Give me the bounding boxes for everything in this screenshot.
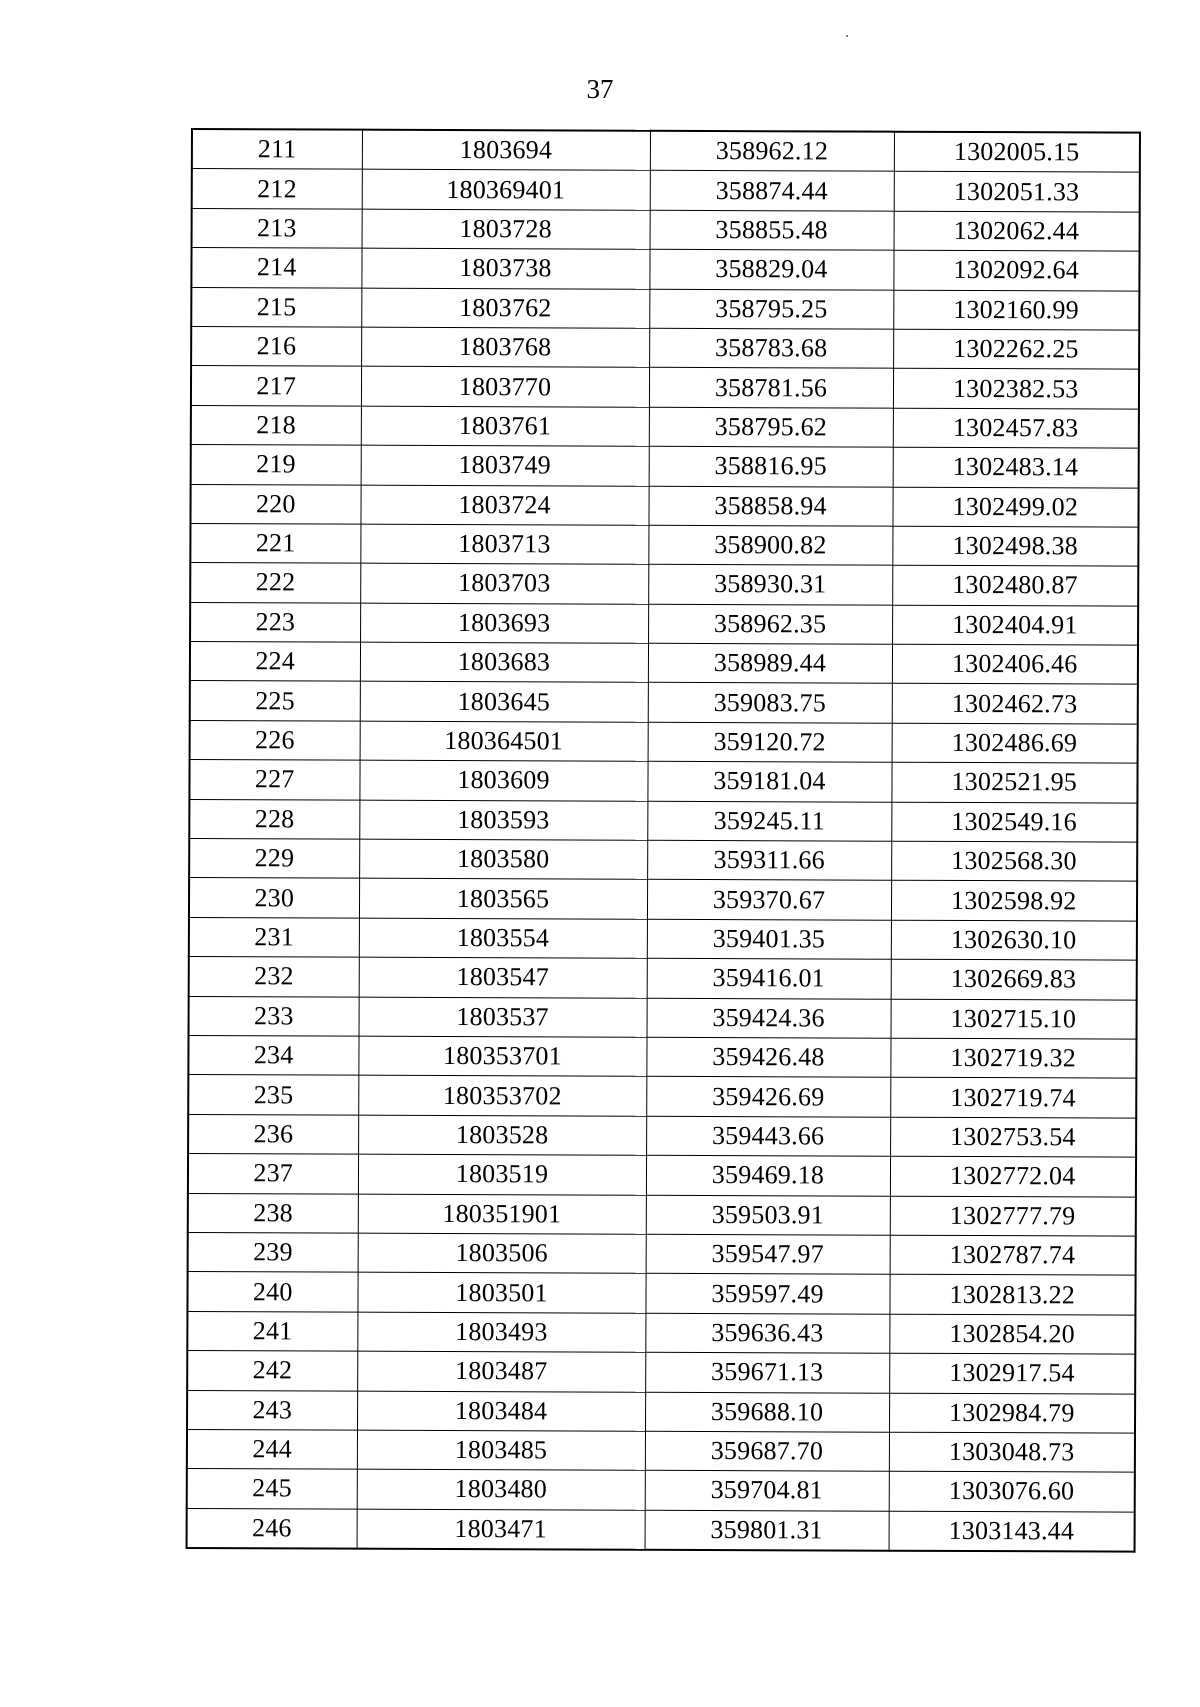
point-number-cell: 218 xyxy=(191,405,361,445)
x-coordinate-cell: 359311.66 xyxy=(647,840,891,880)
table-row xyxy=(190,523,1138,566)
point-number-cell: 222 xyxy=(190,563,360,603)
point-number-cell: 245 xyxy=(187,1469,357,1509)
x-coordinate-cell: 358900.82 xyxy=(648,525,892,565)
coordinate-table-body xyxy=(187,129,1140,1552)
x-coordinate-cell: 359426.48 xyxy=(646,1037,890,1077)
table-row xyxy=(187,1390,1135,1433)
table-row xyxy=(191,287,1139,330)
x-coordinate-cell: 359443.66 xyxy=(646,1116,890,1156)
point-id-cell: 180353702 xyxy=(358,1076,646,1116)
point-id-cell: 1803547 xyxy=(359,957,647,997)
point-number-cell: 236 xyxy=(188,1114,358,1154)
y-coordinate-cell: 1302813.22 xyxy=(889,1275,1135,1315)
y-coordinate-cell: 1302719.32 xyxy=(890,1038,1136,1078)
y-coordinate-cell: 1302917.54 xyxy=(889,1353,1135,1393)
table-row xyxy=(187,1272,1135,1315)
x-coordinate-cell: 359469.18 xyxy=(646,1155,890,1195)
point-number-cell: 227 xyxy=(189,760,359,800)
table-row xyxy=(187,1311,1135,1354)
table-row xyxy=(190,484,1138,527)
y-coordinate-cell: 1302051.33 xyxy=(894,172,1140,212)
point-id-cell: 1803580 xyxy=(359,839,647,879)
point-number-cell: 211 xyxy=(192,129,362,170)
table-row xyxy=(191,366,1139,409)
y-coordinate-cell: 1302483.14 xyxy=(893,447,1139,487)
table-row xyxy=(189,878,1137,921)
point-number-cell: 226 xyxy=(190,720,360,760)
point-id-cell: 1803694 xyxy=(362,130,650,171)
y-coordinate-cell: 1302984.79 xyxy=(889,1393,1135,1433)
point-id-cell: 1803768 xyxy=(361,327,649,367)
x-coordinate-cell: 359503.91 xyxy=(646,1195,890,1235)
y-coordinate-cell: 1302462.73 xyxy=(892,684,1138,724)
point-id-cell: 180364501 xyxy=(360,721,648,761)
point-id-cell: 1803693 xyxy=(360,603,648,643)
point-number-cell: 233 xyxy=(189,996,359,1036)
point-id-cell: 1803480 xyxy=(357,1469,645,1509)
y-coordinate-cell: 1302499.02 xyxy=(892,487,1138,527)
table-row xyxy=(191,445,1139,488)
x-coordinate-cell: 359424.36 xyxy=(647,998,891,1038)
table-row xyxy=(189,996,1137,1039)
y-coordinate-cell: 1303076.60 xyxy=(889,1471,1135,1511)
table-row xyxy=(188,1075,1136,1118)
x-coordinate-cell: 359416.01 xyxy=(647,958,891,998)
x-coordinate-cell: 358795.25 xyxy=(649,289,893,329)
table-row xyxy=(190,681,1138,724)
x-coordinate-cell: 359120.72 xyxy=(648,722,892,762)
point-number-cell: 213 xyxy=(192,208,362,248)
point-id-cell: 1803609 xyxy=(359,760,647,800)
point-id-cell: 1803770 xyxy=(361,366,649,406)
point-number-cell: 215 xyxy=(191,287,361,327)
point-id-cell: 1803593 xyxy=(359,800,647,840)
table-row xyxy=(190,642,1138,685)
x-coordinate-cell: 359671.13 xyxy=(645,1352,889,1392)
table-row xyxy=(188,1154,1136,1197)
y-coordinate-cell: 1302715.10 xyxy=(891,999,1137,1039)
y-coordinate-cell: 1302480.87 xyxy=(892,565,1138,605)
y-coordinate-cell: 1302549.16 xyxy=(891,802,1137,842)
point-number-cell: 225 xyxy=(190,681,360,721)
point-id-cell: 180353701 xyxy=(358,1036,646,1076)
x-coordinate-cell: 358781.56 xyxy=(649,368,893,408)
table-row xyxy=(189,760,1137,803)
point-number-cell: 238 xyxy=(188,1193,358,1233)
y-coordinate-cell: 1302160.99 xyxy=(893,290,1139,330)
table-row xyxy=(191,405,1139,448)
x-coordinate-cell: 359636.43 xyxy=(645,1313,889,1353)
x-coordinate-cell: 358816.95 xyxy=(649,446,893,486)
point-number-cell: 234 xyxy=(188,1035,358,1075)
page-number: 37 xyxy=(586,74,614,104)
point-number-cell: 239 xyxy=(188,1232,358,1272)
point-number-cell: 235 xyxy=(188,1075,358,1115)
x-coordinate-cell: 358783.68 xyxy=(649,328,893,368)
table-row xyxy=(188,1193,1136,1236)
y-coordinate-cell: 1302262.25 xyxy=(893,329,1139,369)
x-coordinate-cell: 358858.94 xyxy=(648,486,892,526)
table-row xyxy=(189,917,1137,960)
point-id-cell: 1803537 xyxy=(359,997,647,1037)
table-row xyxy=(188,1035,1136,1078)
x-coordinate-cell: 359181.04 xyxy=(647,762,891,802)
y-coordinate-cell: 1302772.04 xyxy=(890,1156,1136,1196)
y-coordinate-cell: 1302406.46 xyxy=(892,644,1138,684)
point-id-cell: 1803683 xyxy=(360,642,648,682)
y-coordinate-cell: 1302062.44 xyxy=(894,211,1140,251)
point-id-cell: 1803485 xyxy=(357,1430,645,1470)
point-number-cell: 220 xyxy=(190,484,360,524)
point-id-cell: 1803762 xyxy=(361,288,649,328)
y-coordinate-cell: 1302753.54 xyxy=(890,1117,1136,1157)
x-coordinate-cell: 358829.04 xyxy=(649,249,893,289)
point-id-cell: 1803738 xyxy=(361,248,649,288)
y-coordinate-cell: 1302598.92 xyxy=(891,881,1137,921)
x-coordinate-cell: 359401.35 xyxy=(647,919,891,959)
point-number-cell: 214 xyxy=(191,248,361,288)
table-row xyxy=(188,1114,1136,1157)
x-coordinate-cell: 358962.35 xyxy=(648,604,892,644)
point-number-cell: 240 xyxy=(187,1272,357,1312)
y-coordinate-cell: 1302486.69 xyxy=(892,723,1138,763)
point-number-cell: 223 xyxy=(190,602,360,642)
point-id-cell: 1803554 xyxy=(359,918,647,958)
y-coordinate-cell: 1302404.91 xyxy=(892,605,1138,645)
table-row xyxy=(188,1232,1136,1275)
y-coordinate-cell: 1302669.83 xyxy=(891,959,1137,999)
point-id-cell: 1803471 xyxy=(357,1509,645,1550)
point-id-cell: 1803506 xyxy=(358,1233,646,1273)
point-id-cell: 1803703 xyxy=(360,563,648,603)
y-coordinate-cell: 1302382.53 xyxy=(893,369,1139,409)
point-id-cell: 1803761 xyxy=(361,406,649,446)
point-id-cell: 1803724 xyxy=(360,485,648,525)
y-coordinate-cell: 1302521.95 xyxy=(891,762,1137,802)
point-id-cell: 1803484 xyxy=(357,1391,645,1431)
table-row xyxy=(192,169,1140,212)
table-row xyxy=(190,602,1138,645)
y-coordinate-cell: 1302457.83 xyxy=(893,408,1139,448)
point-number-cell: 228 xyxy=(189,799,359,839)
point-id-cell: 1803519 xyxy=(358,1154,646,1194)
x-coordinate-cell: 359704.81 xyxy=(645,1471,889,1511)
x-coordinate-cell: 358855.48 xyxy=(650,210,894,250)
table-row xyxy=(187,1429,1135,1472)
point-id-cell: 180369401 xyxy=(362,170,650,210)
point-number-cell: 244 xyxy=(187,1429,357,1469)
point-id-cell: 1803493 xyxy=(357,1312,645,1352)
point-number-cell: 243 xyxy=(187,1390,357,1430)
x-coordinate-cell: 359801.31 xyxy=(645,1510,889,1551)
table-row xyxy=(189,799,1137,842)
table-row xyxy=(191,326,1139,369)
y-coordinate-cell: 1303048.73 xyxy=(889,1432,1135,1472)
point-id-cell: 1803565 xyxy=(359,879,647,919)
point-number-cell: 246 xyxy=(187,1508,357,1549)
point-id-cell: 1803528 xyxy=(358,1115,646,1155)
point-number-cell: 219 xyxy=(191,445,361,485)
x-coordinate-cell: 359370.67 xyxy=(647,880,891,920)
x-coordinate-cell: 358795.62 xyxy=(649,407,893,447)
y-coordinate-cell: 1303143.44 xyxy=(889,1511,1135,1552)
x-coordinate-cell: 358962.12 xyxy=(650,131,894,172)
point-id-cell: 1803501 xyxy=(357,1272,645,1312)
table-row xyxy=(190,563,1138,606)
table-row xyxy=(187,1351,1135,1394)
point-id-cell: 1803749 xyxy=(361,445,649,485)
y-coordinate-cell: 1302854.20 xyxy=(889,1314,1135,1354)
y-coordinate-cell: 1302787.74 xyxy=(890,1235,1136,1275)
x-coordinate-cell: 359688.10 xyxy=(645,1392,889,1432)
point-number-cell: 221 xyxy=(190,523,360,563)
point-number-cell: 212 xyxy=(192,169,362,209)
x-coordinate-cell: 358989.44 xyxy=(648,643,892,683)
y-coordinate-cell: 1302777.79 xyxy=(890,1196,1136,1236)
coordinate-table xyxy=(186,128,1141,1553)
point-id-cell: 1803645 xyxy=(360,682,648,722)
point-number-cell: 216 xyxy=(191,326,361,366)
x-coordinate-cell: 359083.75 xyxy=(648,683,892,723)
point-number-cell: 229 xyxy=(189,839,359,879)
x-coordinate-cell: 358930.31 xyxy=(648,565,892,605)
point-id-cell: 180351901 xyxy=(358,1194,646,1234)
table-row xyxy=(187,1508,1135,1552)
y-coordinate-cell: 1302498.38 xyxy=(892,526,1138,566)
point-number-cell: 232 xyxy=(189,957,359,997)
point-number-cell: 224 xyxy=(190,642,360,682)
point-number-cell: 231 xyxy=(189,917,359,957)
point-number-cell: 217 xyxy=(191,366,361,406)
table-row xyxy=(187,1469,1135,1512)
x-coordinate-cell: 359245.11 xyxy=(647,801,891,841)
point-number-cell: 242 xyxy=(187,1351,357,1391)
point-id-cell: 1803713 xyxy=(360,524,648,564)
table-row xyxy=(191,248,1139,291)
y-coordinate-cell: 1302630.10 xyxy=(891,920,1137,960)
point-id-cell: 1803728 xyxy=(362,209,650,249)
y-coordinate-cell: 1302568.30 xyxy=(891,841,1137,881)
x-coordinate-cell: 359547.97 xyxy=(646,1234,890,1274)
y-coordinate-cell: 1302719.74 xyxy=(890,1078,1136,1118)
table-row xyxy=(192,208,1140,251)
table-row xyxy=(189,957,1137,1000)
table-row xyxy=(192,129,1140,173)
y-coordinate-cell: 1302092.64 xyxy=(893,250,1139,290)
table-row xyxy=(189,839,1137,882)
x-coordinate-cell: 359597.49 xyxy=(645,1274,889,1314)
table-row xyxy=(190,720,1138,763)
x-coordinate-cell: 358874.44 xyxy=(650,171,894,211)
point-number-cell: 241 xyxy=(187,1311,357,1351)
scan-speck xyxy=(846,35,848,37)
y-coordinate-cell: 1302005.15 xyxy=(894,132,1140,173)
point-id-cell: 1803487 xyxy=(357,1351,645,1391)
x-coordinate-cell: 359687.70 xyxy=(645,1431,889,1471)
x-coordinate-cell: 359426.69 xyxy=(646,1077,890,1117)
point-number-cell: 230 xyxy=(189,878,359,918)
point-number-cell: 237 xyxy=(188,1154,358,1194)
